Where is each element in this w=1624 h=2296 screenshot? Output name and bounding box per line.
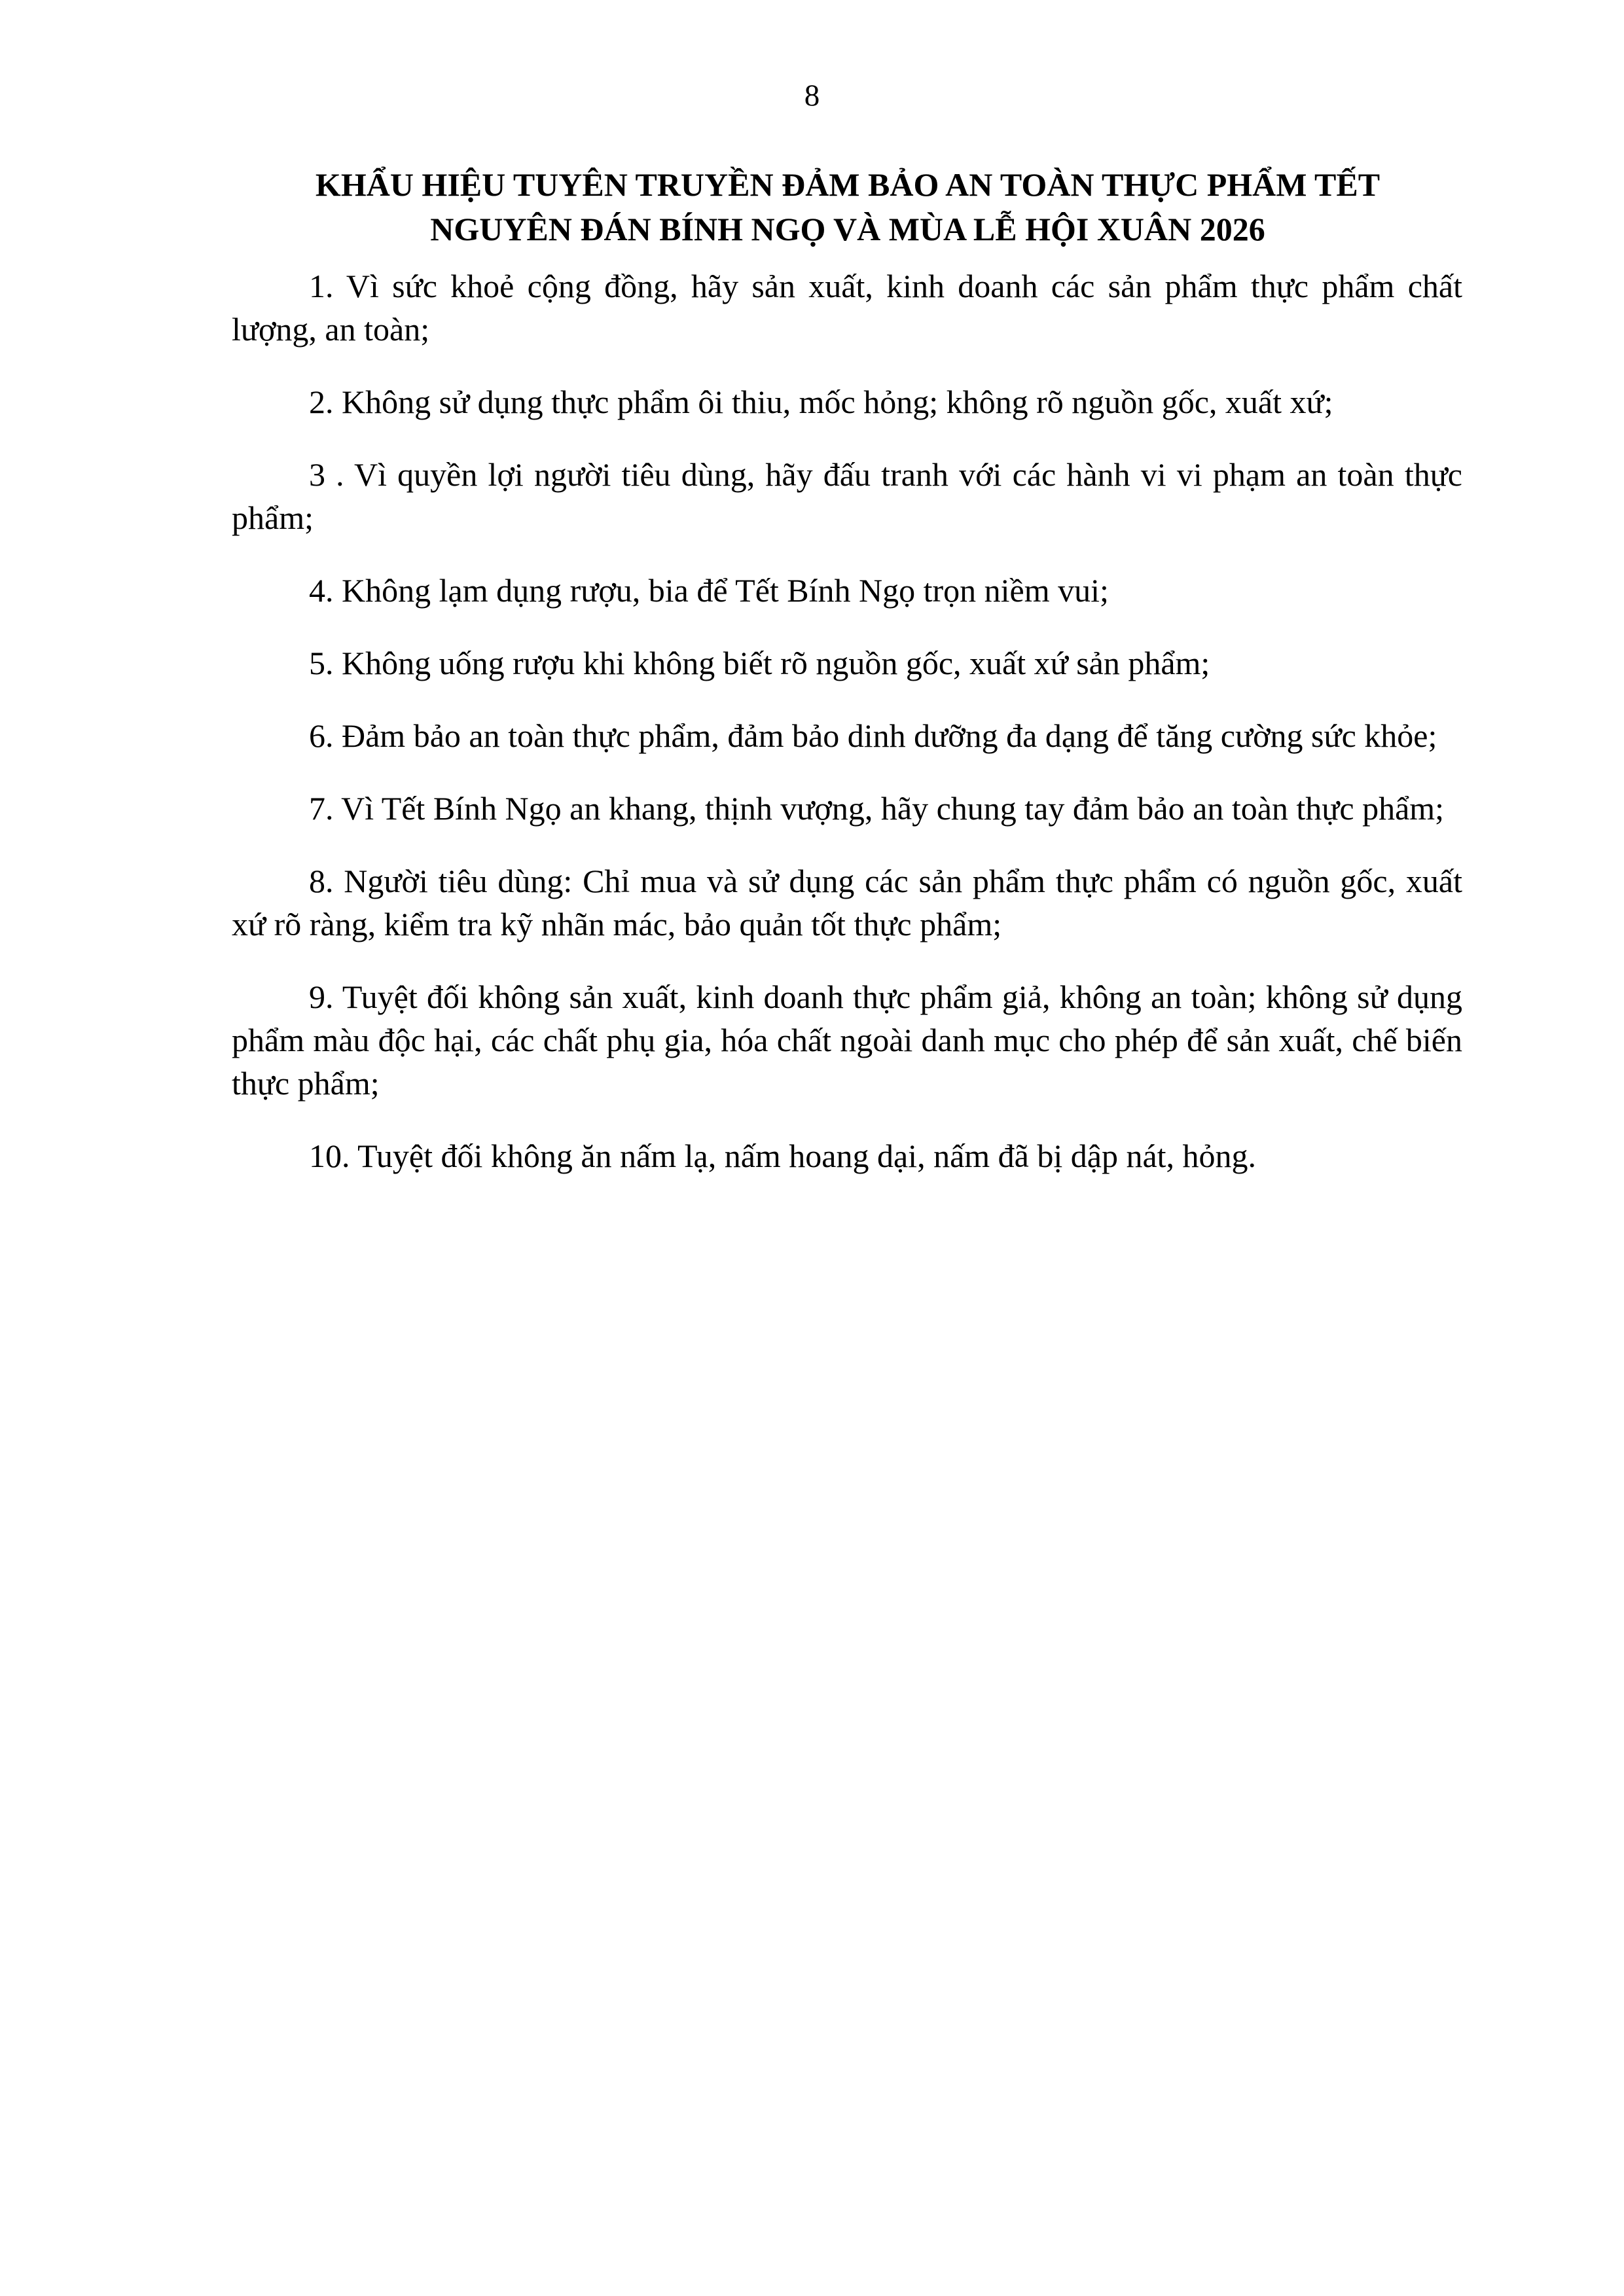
slogan-item-8: 8. Người tiêu dùng: Chỉ mua và sử dụng các sản phẩm thực phẩm có nguồn gốc, xuất xứ rõ ràng, kiểm tra kỹ nhãn mác, bảo quản tốt thực phẩm; bbox=[232, 863, 1462, 942]
slogan-item-6: 6. Đảm bảo an toàn thực phẩm, đảm bảo dinh dưỡng đa dạng để tăng cường sức khỏe; bbox=[309, 717, 1437, 754]
slogan-list bbox=[232, 264, 1462, 1207]
title-line-1: KHẨU HIỆU TUYÊN TRUYỀN ĐẢM BẢO AN TOÀN THỰC PHẨM TẾT bbox=[315, 166, 1380, 203]
slogan-item-1: 1. Vì sức khoẻ cộng đồng, hãy sản xuất, kinh doanh các sản phẩm thực phẩm chất lượng, an toàn; bbox=[232, 268, 1462, 348]
page-title bbox=[226, 162, 1470, 251]
slogan-item-5: 5. Không uống rượu khi không biết rõ nguồn gốc, xuất xứ sản phẩm; bbox=[309, 645, 1210, 681]
slogan-item-7: 7. Vì Tết Bính Ngọ an khang, thịnh vượng, hãy chung tay đảm bảo an toàn thực phẩm; bbox=[309, 790, 1445, 827]
slogan-item-10: 10. Tuyệt đối không ăn nấm lạ, nấm hoang dại, nấm đã bị dập nát, hỏng. bbox=[309, 1138, 1257, 1174]
slogan-item-4: 4. Không lạm dụng rượu, bia để Tết Bính Ngọ trọn niềm vui; bbox=[309, 572, 1109, 609]
page-number: 8 bbox=[804, 79, 820, 113]
slogan-item-2: 2. Không sử dụng thực phẩm ôi thiu, mốc hỏng; không rõ nguồn gốc, xuất xứ; bbox=[309, 384, 1333, 420]
title-line-2: NGUYÊN ĐÁN BÍNH NGỌ VÀ MÙA LỄ HỘI XUÂN 2026 bbox=[430, 211, 1265, 247]
slogan-item-3: 3 . Vì quyền lợi người tiêu dùng, hãy đấu tranh với các hành vi vi phạm an toàn thực phẩm; bbox=[232, 456, 1462, 536]
slogan-item-9: 9. Tuyệt đối không sản xuất, kinh doanh thực phẩm giả, không an toàn; không sử dụng phẩm màu độc hại, các chất phụ gia, hóa chất ngoài danh mục cho phép để sản xuất, chế biến thực phẩm; bbox=[232, 978, 1462, 1102]
